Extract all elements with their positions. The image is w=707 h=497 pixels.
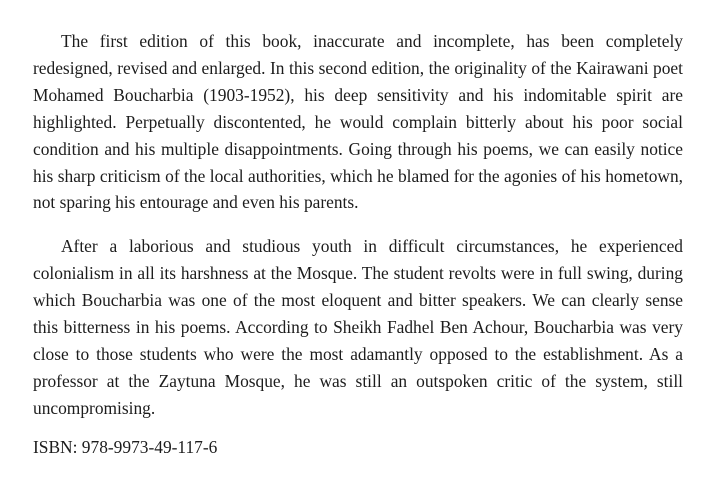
paragraph-second: After a laborious and studious youth in difficult circumstances, he experienced colonialism in all its harshness at the Mosque. The student revolts were in full swing, during which Boucharbia was one of the most eloquent and bitter speakers. We can clearly sense this bitterness in his poems. According to Sheikh Fadhel Ben Achour, Boucharbia was very close to those students who were the most adamantly opposed to the establishment. As a professor at the Zaytuna Mosque, he was still an outspoken critic of the system, still uncompromising. — [33, 236, 683, 418]
isbn-line: ISBN: 978-9973-49-117-6 — [33, 436, 218, 457]
paragraph-first: The first edition of this book, inaccurate and incomplete, has been completely redesigned, revised and enlarged. In this second edition, the originality of the Kairawani poet Mohamed Boucharbia (1903-1952), his deep sensitivity and his indomitable spirit are highlighted. Perpetually discontented, he would complain bitterly about his poor social condition and his multiple disappointments. Going through his poems, we can easily notice his sharp criticism of the local authorities, which he blamed for the agonies of his hometown, not sparing his entourage and even his parents. — [33, 31, 683, 213]
book-blurb — [33, 28, 683, 461]
